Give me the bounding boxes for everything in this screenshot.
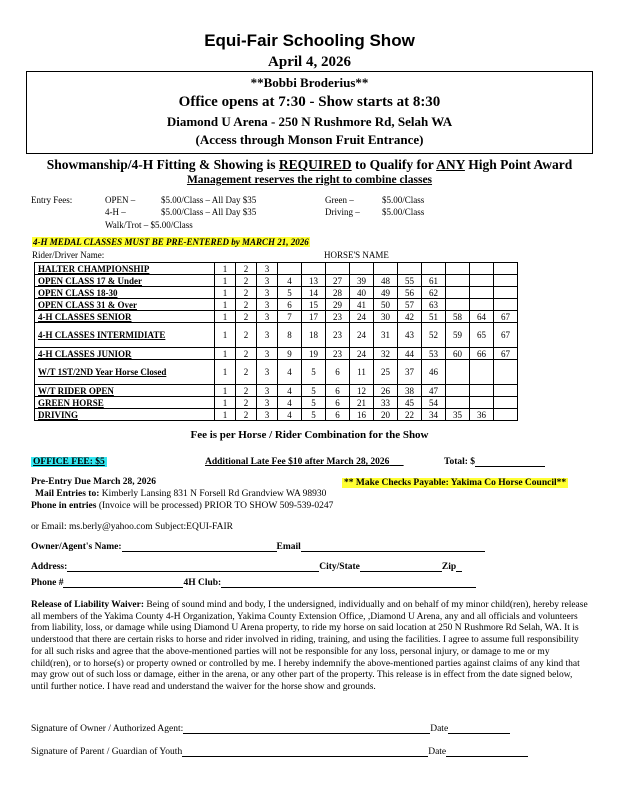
class-number-cell[interactable] [398,263,422,275]
class-number-cell[interactable] [494,385,518,397]
office-fee: OFFICE FEE: $5 [33,457,105,467]
class-number-cell[interactable]: 2 [236,263,257,275]
class-number-cell[interactable]: 17 [302,311,326,323]
class-number-cell[interactable]: 1 [215,263,236,275]
class-number-cell[interactable]: 56 [398,287,422,299]
class-number-cell[interactable] [470,287,494,299]
class-name: DRIVING [35,409,215,421]
class-number-cell[interactable]: 19 [302,348,326,360]
class-number-cell[interactable]: 3 [257,348,278,360]
total-field[interactable]: Total: $ [444,457,545,467]
class-number-cell[interactable]: 29 [326,299,350,311]
club-field[interactable] [221,587,476,588]
class-number-cell[interactable]: 5 [302,360,326,385]
class-number-cell[interactable]: 2 [236,348,257,360]
class-number-cell[interactable]: 28 [326,287,350,299]
class-number-cell[interactable]: 22 [398,409,422,421]
class-number-cell[interactable]: 39 [350,275,374,287]
late-fee: Additional Late Fee $10 after March 28, 2026 [205,457,390,467]
zip-field[interactable] [456,571,462,572]
class-number-cell[interactable]: 1 [215,287,236,299]
class-number-cell[interactable]: 4 [278,397,302,409]
class-number-cell[interactable]: 53 [422,348,446,360]
owner-date-field[interactable] [448,733,510,734]
requirement-notice: Showmanship/4-H Fitting & Showing is REQUIRED to Qualify for ANY High Point Award [46,157,573,172]
class-number-cell[interactable] [470,299,494,311]
class-number-cell[interactable]: 23 [326,348,350,360]
class-number-cell[interactable] [326,263,350,275]
show-date: April 4, 2026 [268,54,351,70]
class-number-cell[interactable]: 63 [422,299,446,311]
class-number-cell[interactable]: 2 [236,385,257,397]
class-number-cell[interactable]: 61 [422,275,446,287]
class-number-cell[interactable]: 1 [215,397,236,409]
class-row [35,360,518,385]
class-number-cell[interactable]: 65 [470,323,494,348]
class-number-cell[interactable]: 5 [302,385,326,397]
class-number-cell[interactable]: 1 [215,311,236,323]
class-name: 4-H CLASSES INTERMIDIATE [35,323,215,348]
class-number-cell[interactable]: 6 [326,360,350,385]
class-number-cell[interactable]: 24 [350,348,374,360]
class-number-cell[interactable]: 7 [278,311,302,323]
class-number-cell[interactable] [470,275,494,287]
class-number-cell[interactable]: 23 [326,323,350,348]
class-number-cell[interactable]: 1 [215,348,236,360]
class-name: OPEN CLASS 17 & Under [35,275,215,287]
class-row [35,348,518,360]
class-number-cell[interactable]: 30 [374,311,398,323]
class-number-cell[interactable] [470,263,494,275]
class-number-cell[interactable]: 1 [215,385,236,397]
class-number-cell[interactable]: 6 [326,397,350,409]
owner-signature-field[interactable] [183,733,430,734]
total-line[interactable] [475,466,545,467]
class-number-cell[interactable]: 1 [215,360,236,385]
class-number-cell[interactable]: 62 [422,287,446,299]
office-hours: Office opens at 7:30 - Show starts at 8:30 [178,94,441,110]
class-number-cell[interactable]: 3 [257,385,278,397]
class-number-cell[interactable]: 60 [446,348,470,360]
class-number-cell[interactable]: 14 [302,287,326,299]
class-number-cell[interactable] [446,397,470,409]
class-number-cell[interactable]: 3 [257,275,278,287]
open-fee-value: $5.00/Class – All Day $35 [161,195,257,205]
class-row [35,323,518,348]
pre-entry-due: Pre-Entry Due March 28, 2026 [31,477,156,487]
class-number-cell[interactable]: 3 [257,409,278,421]
phone-entries: Phone in entries (Invoice will be processed) PRIOR TO SHOW 509-539-0247 [31,501,334,511]
class-number-cell[interactable]: 35 [446,409,470,421]
phone-field[interactable] [63,587,183,588]
parent-date-field[interactable] [446,756,528,757]
class-row [35,275,518,287]
h4-fee-value: $5.00/Class – All Day $35 [161,207,257,217]
class-number-cell[interactable]: 6 [278,299,302,311]
parent-signature-row: Signature of Parent / Guardian of Youth Date [31,747,528,757]
phone-row: Phone # 4H Club: [31,578,476,588]
class-number-cell[interactable] [350,263,374,275]
class-number-cell[interactable]: 37 [398,360,422,385]
class-number-cell[interactable]: 16 [350,409,374,421]
class-number-cell[interactable]: 2 [236,275,257,287]
class-number-cell[interactable]: 1 [215,409,236,421]
class-number-cell[interactable]: 42 [398,311,422,323]
show-title: Equi-Fair Schooling Show [204,31,415,50]
class-number-cell[interactable]: 4 [278,409,302,421]
class-number-cell[interactable]: 2 [236,323,257,348]
class-number-cell[interactable]: 45 [398,397,422,409]
class-number-cell[interactable]: 24 [350,311,374,323]
class-number-cell[interactable]: 36 [470,409,494,421]
class-number-cell[interactable]: 52 [422,323,446,348]
class-number-cell[interactable]: 11 [350,360,374,385]
class-number-cell[interactable]: 54 [422,397,446,409]
class-row [35,263,518,275]
class-number-cell[interactable]: 8 [278,323,302,348]
h4-fee-label: 4-H – [105,207,126,217]
class-number-cell[interactable]: 64 [470,311,494,323]
fee-note: Fee is per Horse / Rider Combination for the Show [190,429,429,441]
owner-signature-row: Signature of Owner / Authorized Agent: Date [31,724,510,734]
class-number-cell[interactable]: 1 [215,299,236,311]
show-info-box [26,71,593,154]
class-number-cell[interactable]: 9 [278,348,302,360]
email-entries: or Email: ms.berly@yahoo.com Subject:EQUI-FAIR [31,522,233,532]
class-row [35,385,518,397]
class-number-cell[interactable] [494,287,518,299]
class-number-cell[interactable]: 5 [302,409,326,421]
class-number-cell[interactable]: 3 [257,287,278,299]
class-number-cell[interactable]: 34 [422,409,446,421]
owner-row: Owner/Agent's Name: Email [31,542,485,552]
class-number-cell[interactable]: 49 [374,287,398,299]
class-number-cell[interactable]: 47 [422,385,446,397]
driving-fee-value: $5.00/Class [382,207,425,217]
class-name: OPEN CLASS 18-30 [35,287,215,299]
class-row [35,311,518,323]
green-fee-label: Green – [325,195,354,205]
entry-fees-label: Entry Fees: [31,195,73,205]
class-number-cell[interactable] [374,263,398,275]
class-number-cell[interactable]: 2 [236,397,257,409]
class-number-cell[interactable]: 5 [302,397,326,409]
class-table [34,262,518,421]
walk-trot-fee: Walk/Trot – $5.00/Class [105,220,193,230]
class-number-cell[interactable]: 26 [374,385,398,397]
class-number-cell[interactable] [494,263,518,275]
class-number-cell[interactable] [278,263,302,275]
class-row [35,287,518,299]
class-number-cell[interactable]: 27 [326,275,350,287]
rider-name-label: Rider/Driver Name: [32,250,105,260]
class-name: 4-H CLASSES JUNIOR [35,348,215,360]
class-name: W/T 1ST/2ND Year Horse Closed [35,360,215,385]
class-number-cell[interactable] [446,299,470,311]
class-number-cell[interactable]: 67 [494,348,518,360]
class-number-cell[interactable]: 3 [257,360,278,385]
class-row [35,397,518,409]
class-number-cell[interactable]: 31 [374,323,398,348]
class-number-cell[interactable]: 25 [374,360,398,385]
class-number-cell[interactable]: 3 [257,299,278,311]
class-number-cell[interactable]: 3 [257,311,278,323]
class-number-cell[interactable] [446,275,470,287]
access-note: (Access through Monson Fruit Entrance) [195,132,424,147]
parent-signature-field[interactable] [182,756,428,757]
green-fee-value: $5.00/Class [382,195,425,205]
class-number-cell[interactable]: 38 [398,385,422,397]
class-number-cell[interactable]: 51 [422,311,446,323]
class-name: 4-H CLASSES SENIOR [35,311,215,323]
arena-address: Diamond U Arena - 250 N Rushmore Rd, Selah WA [166,114,453,129]
class-number-cell[interactable]: 21 [350,397,374,409]
address-row: Address: City/State Zip [31,562,462,572]
class-number-cell[interactable]: 59 [446,323,470,348]
owner-name-field[interactable] [122,551,277,552]
class-number-cell[interactable]: 44 [398,348,422,360]
class-number-cell[interactable]: 58 [446,311,470,323]
class-number-cell[interactable]: 32 [374,348,398,360]
class-name: W/T RIDER OPEN [35,385,215,397]
address-field[interactable] [67,571,319,572]
class-number-cell[interactable]: 55 [398,275,422,287]
class-number-cell[interactable] [494,299,518,311]
class-number-cell[interactable] [470,397,494,409]
class-number-cell[interactable] [494,409,518,421]
email-field[interactable] [301,551,485,552]
class-number-cell[interactable]: 57 [398,299,422,311]
open-fee-label: OPEN – [105,195,136,205]
class-number-cell[interactable] [494,275,518,287]
class-number-cell[interactable]: 24 [350,323,374,348]
class-number-cell[interactable]: 6 [326,385,350,397]
class-number-cell[interactable] [494,397,518,409]
class-row [35,409,518,421]
class-number-cell[interactable]: 12 [350,385,374,397]
class-number-cell[interactable] [470,385,494,397]
class-number-cell[interactable]: 67 [494,323,518,348]
horse-name-label: HORSE'S NAME [324,250,389,260]
class-number-cell[interactable]: 4 [278,360,302,385]
class-number-cell[interactable]: 3 [257,323,278,348]
class-number-cell[interactable]: 4 [278,385,302,397]
class-row [35,299,518,311]
class-number-cell[interactable] [446,263,470,275]
class-number-cell[interactable]: 1 [215,275,236,287]
class-number-cell[interactable]: 50 [374,299,398,311]
class-number-cell[interactable]: 66 [470,348,494,360]
class-number-cell[interactable]: 13 [302,275,326,287]
class-number-cell[interactable]: 3 [257,397,278,409]
class-number-cell[interactable] [422,263,446,275]
class-number-cell[interactable]: 40 [350,287,374,299]
class-number-cell[interactable]: 2 [236,409,257,421]
class-number-cell[interactable]: 1 [215,323,236,348]
class-number-cell[interactable] [494,360,518,385]
class-number-cell[interactable]: 3 [257,263,278,275]
class-number-cell[interactable]: 2 [236,311,257,323]
class-number-cell[interactable] [446,360,470,385]
class-name: HALTER CHAMPIONSHIP [35,263,215,275]
class-number-cell[interactable]: 46 [422,360,446,385]
class-number-cell[interactable]: 2 [236,360,257,385]
class-number-cell[interactable]: 48 [374,275,398,287]
class-number-cell[interactable]: 2 [236,287,257,299]
liability-waiver: Release of Liability Waiver: Being of sound mind and body, I the undersigned, individually and on behalf of my minor child(ren), hereby release all members of the Yakima County 4-H Organization, Yakima County Extension Office, ,Diamond U Arena, any and all officials and volunteers from liability, loss, or damage while using Diamond U Arena property, to ride my horse on said location at 250 N Rushmore Rd Selah, WA. It is understood that there are certain risks to horse and rider involved in riding, training, and using the facilities. I agree to assume full responsibility for all such risks and agree that the above-mentioned parties will not be responsible for any loss, personal injury, or damage to me or my child(ren), or to horse(s) or property owned or controlled by me. I hereby indemnify the above-mentioned parties against claims of any kind that may grow out of such loss or damage, either in the arena, or any other part of the property. This release is in effect from the date signed below, until further notice. I have read and understand the waiver for the horse show and grounds. [31,600,588,692]
judge-name: **Bobbi Broderius** [250,75,369,90]
class-number-cell[interactable] [302,263,326,275]
class-number-cell[interactable]: 23 [326,311,350,323]
class-number-cell[interactable]: 43 [398,323,422,348]
class-number-cell[interactable]: 20 [374,409,398,421]
class-number-cell[interactable]: 2 [236,299,257,311]
class-number-cell[interactable]: 15 [302,299,326,311]
medal-class-notice: 4-H MEDAL CLASSES MUST BE PRE-ENTERED by MARCH 21, 2026 [33,237,309,247]
class-number-cell[interactable] [446,287,470,299]
checks-payable: ** Make Checks Payable: Yakima Co Horse Council** [344,478,567,488]
class-number-cell[interactable]: 41 [350,299,374,311]
class-number-cell[interactable]: 5 [278,287,302,299]
class-number-cell[interactable] [446,385,470,397]
driving-fee-label: Driving – [325,207,360,217]
management-notice: Management reserves the right to combine classes [186,174,433,186]
class-number-cell[interactable]: 33 [374,397,398,409]
class-name: OPEN CLASS 31 & Over [35,299,215,311]
class-name: GREEN HORSE [35,397,215,409]
class-number-cell[interactable]: 4 [278,275,302,287]
mail-entries: Mail Entries to: Kimberly Lansing 831 N Forsell Rd Grandview WA 98930 [35,489,327,499]
class-number-cell[interactable]: 18 [302,323,326,348]
class-number-cell[interactable] [470,360,494,385]
class-number-cell[interactable]: 67 [494,311,518,323]
class-number-cell[interactable]: 6 [326,409,350,421]
city-state-field[interactable] [360,571,442,572]
